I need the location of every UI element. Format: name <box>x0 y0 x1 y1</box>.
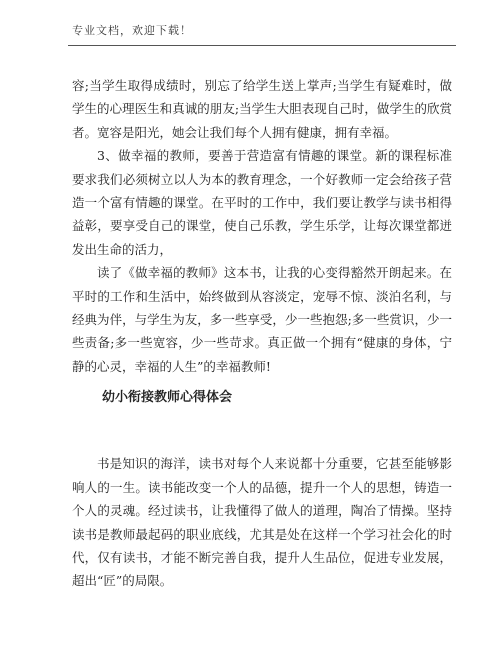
paragraph-tolerance: 容;当学生取得成绩时，别忘了给学生送上掌声;当学生有疑难时，做学生的心理医生和真诚的朋友;当学生大胆表现自己时，做学生的欣赏者。宽容是阳光，她会让我们每个人拥有健康，拥有幸福。 <box>72 78 452 140</box>
document-body <box>72 74 452 593</box>
paragraph-interesting-classroom: 3、做幸福的教师，要善于营造富有情趣的课堂。新的课程标准要求我们必须树立以人为本的教育理念，一个好教师一定会给孩子营造一个富有情趣的课堂。在平时的工作中，我们要让教学与读书相得益彰，要享受自己的课堂，使自己乐教，学生乐学，让每次课堂都迸发出生命的活力， <box>72 148 452 257</box>
paragraph-reading: 书是知识的海洋，读书对每个人来说都十分重要，它甚至能够影响人的一生。读书能改变一个人的品德，提升一个人的思想，铸造一个人的灵魂。经过读书，让我懂得了做人的道理，陶冶了情操。坚持读书是教师最起码的职业底线，尤其是处在这样一个学习社会化的时代，仅有读书，才能不断完善自我，提升人生品位，促进专业发展，超出“匠”的局限。 <box>72 456 452 589</box>
header-divider <box>68 45 456 46</box>
paragraph-book-reflection: 读了《做幸福的教师》这本书，让我的心变得豁然开朗起来。在平时的工作和生活中，始终做到从容淡定，宠辱不惊、淡泊名利，与经典为伴，与学生为友，多一些享受，少一些抱怨;多一些赏识，少一些责备;多一些宽容，少一些苛求。真正做一个拥有“健康的身体，宁静的心灵，幸福的人生”的幸福教师! <box>72 265 452 374</box>
section-title: 幼小衔接教师心得体会 <box>102 390 233 406</box>
section-spacer <box>72 409 452 452</box>
page-header-text: 专业文档，欢迎下载！ <box>72 24 192 37</box>
